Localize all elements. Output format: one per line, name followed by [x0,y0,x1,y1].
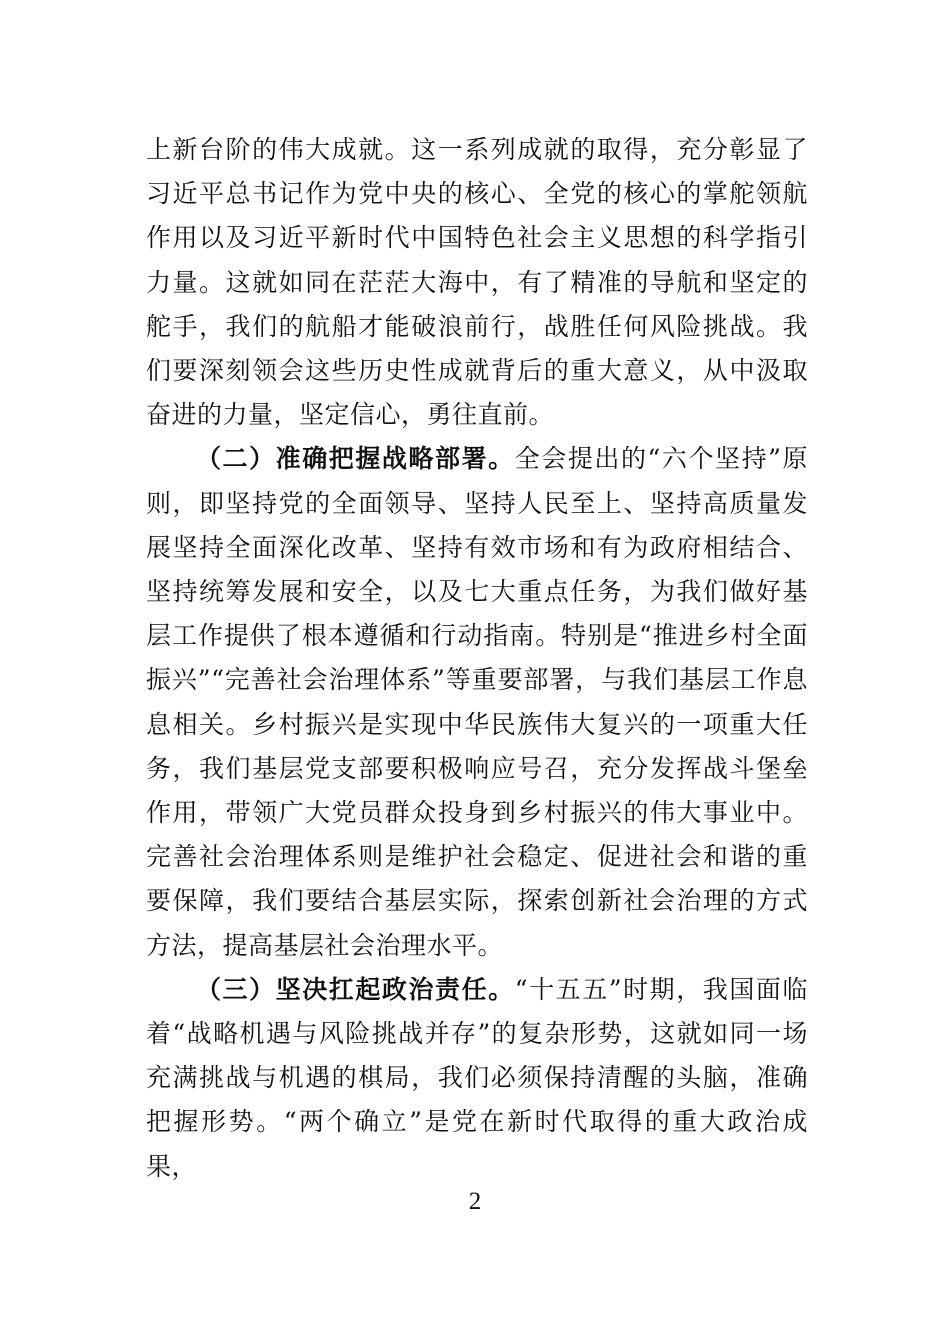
paragraph-section-3 [146,968,808,1189]
paragraph-section-2 [146,437,808,967]
paragraph-text: 上新台阶的伟大成就。这一系列成就的取得，充分彰显了习近平总书记作为党中央的核心、全党的核心的掌舵领航作用以及习近平新时代中国特色社会主义思想的科学指引力量。这就如同在茫茫大海中，有了精准的导航和坚定的舵手，我们的航船才能破浪前行，战胜任何风险挑战。我们要深刻领会这些历史性成就背后的重大意义，从中汲取奋进的力量，坚定信心，勇往直前。 [146,135,808,430]
paragraph-continuation [146,128,808,437]
section-heading: （二）准确把握战略部署。 [196,444,515,474]
section-heading: （三）坚决扛起政治责任。 [196,974,515,1004]
document-body [146,128,808,1189]
page-number: 2 [468,1188,482,1215]
paragraph-text: 全会提出的“六个坚持”原则，即坚持党的全面领导、坚持人民至上、坚持高质量发展坚持全面深化改革、坚持有效市场和有为政府相结合、坚持统筹发展和安全，以及七大重点任务，为我们做好基层工作提供了根本遵循和行动指南。特别是“推进乡村全面振兴”“完善社会治理体系”等重要部署，与我们基层工作息息相关。乡村振兴是实现中华民族伟大复兴的一项重大任务，我们基层党支部要积极响应号召，充分发挥战斗堡垒作用，带领广大党员群众投身到乡村振兴的伟大事业中。完善社会治理体系则是维护社会稳定、促进社会和谐的重要保障，我们要结合基层实际，探索创新社会治理的方式方法，提高基层社会治理水平。 [146,444,808,960]
paragraph-text: “十五五”时期，我国面临着“战略机遇与风险挑战并存”的复杂形势，这就如同一场充满挑战与机遇的棋局，我们必须保持清醒的头脑，准确把握形势。“两个确立”是党在新时代取得的重大政治成果， [146,974,808,1181]
